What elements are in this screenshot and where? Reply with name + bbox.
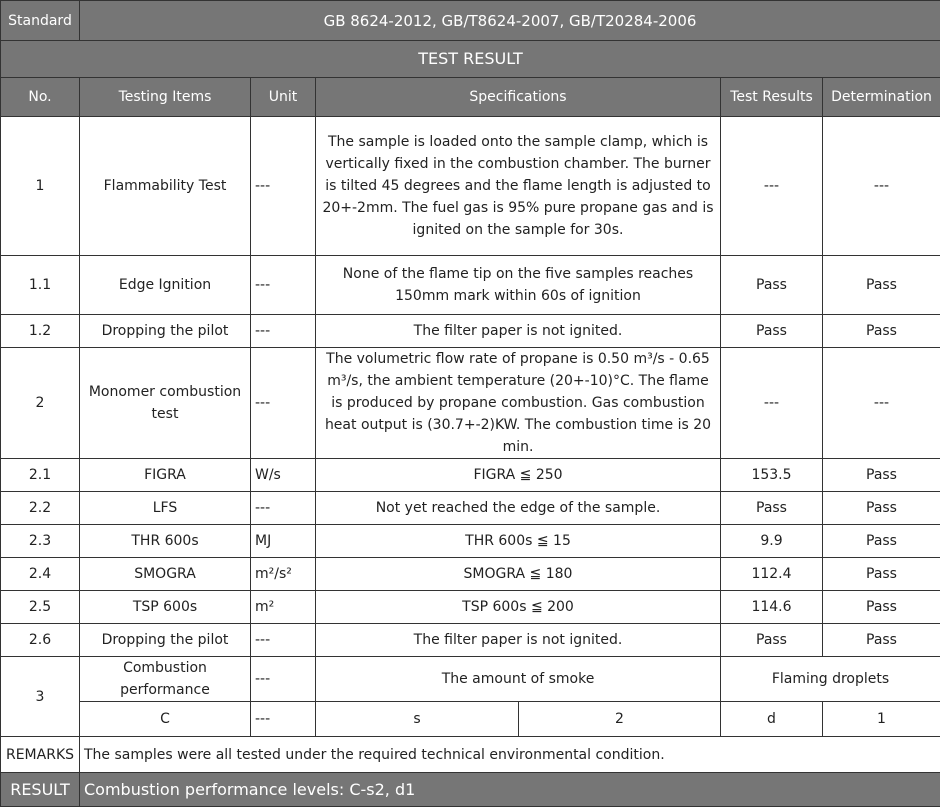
row-determination: Pass [823,525,940,558]
table-row [1,525,940,558]
row-no: 2.5 [1,591,80,624]
result-label: RESULT [1,773,80,807]
row-spec: The volumetric flow rate of propane is 0.50 m³/s - 0.65 m³/s, the ambient temperature (20+-10)°C. The flame is produced by propane combustion. Gas combustion heat output is (30.7+-2)KW. The combustion time is 20 min. [316,348,721,459]
row-result: Pass [721,624,823,657]
row-item: THR 600s [80,525,251,558]
table-row [1,348,940,459]
row-no: 1.2 [1,315,80,348]
row-determination: Pass [823,256,940,315]
row-result: --- [721,117,823,256]
row-result: --- [721,348,823,459]
row-result: Pass [721,492,823,525]
header-unit: Unit [251,78,316,117]
row-no: 2.2 [1,492,80,525]
row-spec: Not yet reached the edge of the sample. [316,492,721,525]
row-no: 2 [1,348,80,459]
row-item: Flammability Test [80,117,251,256]
standard-label: Standard [1,1,80,41]
row-determination: Pass [823,315,940,348]
row-result: 153.5 [721,459,823,492]
header-no: No. [1,78,80,117]
header-spec: Specifications [316,78,721,117]
smoke-label: The amount of smoke [316,657,721,702]
row-no: 2.3 [1,525,80,558]
smoke-value: 2 [519,702,721,737]
row-no: 3 [1,657,80,737]
row-spec: FIGRA ≦ 250 [316,459,721,492]
table-row [1,624,940,657]
droplets-label: Flaming droplets [721,657,940,702]
header-row [1,78,940,117]
row-unit: MJ [251,525,316,558]
row-item: TSP 600s [80,591,251,624]
section-title-row [1,41,940,78]
row-unit: --- [251,657,316,702]
table-row [1,492,940,525]
table-row [1,117,940,256]
row-result: 9.9 [721,525,823,558]
row-spec: The sample is loaded onto the sample clamp, which is vertically fixed in the combustion chamber. The burner is tilted 45 degrees and the flame length is adjusted to 20+-2mm. The fuel gas is 95% pure propane gas and is ignited on the sample for 30s. [316,117,721,256]
row-determination: Pass [823,558,940,591]
remarks-text: The samples were all tested under the required technical environmental condition. [80,737,940,773]
row-unit: m²/s² [251,558,316,591]
row-spec: None of the flame tip on the five samples reaches 150mm mark within 60s of ignition [316,256,721,315]
row-item: Edge Ignition [80,256,251,315]
section-title: TEST RESULT [1,41,940,78]
row-determination: Pass [823,459,940,492]
row-unit: W/s [251,459,316,492]
table-row [1,459,940,492]
combustion-classes-row [1,702,940,737]
row-unit: --- [251,256,316,315]
remarks-row [1,737,940,773]
combustion-row [1,657,940,702]
table-row [1,315,940,348]
header-determination: Determination [823,78,940,117]
combustion-class: C [80,702,251,737]
row-determination: --- [823,117,940,256]
row-determination: --- [823,348,940,459]
row-no: 2.6 [1,624,80,657]
table-row [1,256,940,315]
row-item: LFS [80,492,251,525]
droplets-class: d [721,702,823,737]
smoke-class: s [316,702,519,737]
table-row [1,558,940,591]
row-spec: SMOGRA ≦ 180 [316,558,721,591]
standard-row [1,1,940,41]
row-result: Pass [721,256,823,315]
standard-value: GB 8624-2012, GB/T8624-2007, GB/T20284-2006 [80,1,940,41]
row-unit: --- [251,315,316,348]
row-item: Monomer combustion test [80,348,251,459]
row-spec: The filter paper is not ignited. [316,315,721,348]
row-item: Dropping the pilot [80,315,251,348]
result-text: Combustion performance levels: C-s2, d1 [80,773,940,807]
row-spec: The filter paper is not ignited. [316,624,721,657]
remarks-label: REMARKS [1,737,80,773]
row-item: Combustion performance [80,657,251,702]
row-result: 112.4 [721,558,823,591]
result-row [1,773,940,807]
row-item: SMOGRA [80,558,251,591]
row-no: 1 [1,117,80,256]
row-result: 114.6 [721,591,823,624]
row-determination: Pass [823,591,940,624]
row-unit: --- [251,348,316,459]
row-unit: --- [251,492,316,525]
row-item: Dropping the pilot [80,624,251,657]
row-no: 2.1 [1,459,80,492]
row-unit: --- [251,624,316,657]
row-unit: --- [251,702,316,737]
table-row [1,591,940,624]
droplets-value: 1 [823,702,940,737]
row-item: FIGRA [80,459,251,492]
row-spec: THR 600s ≦ 15 [316,525,721,558]
row-result: Pass [721,315,823,348]
row-no: 1.1 [1,256,80,315]
row-unit: m² [251,591,316,624]
header-item: Testing Items [80,78,251,117]
row-no: 2.4 [1,558,80,591]
row-determination: Pass [823,492,940,525]
header-result: Test Results [721,78,823,117]
row-unit: --- [251,117,316,256]
row-spec: TSP 600s ≦ 200 [316,591,721,624]
row-determination: Pass [823,624,940,657]
